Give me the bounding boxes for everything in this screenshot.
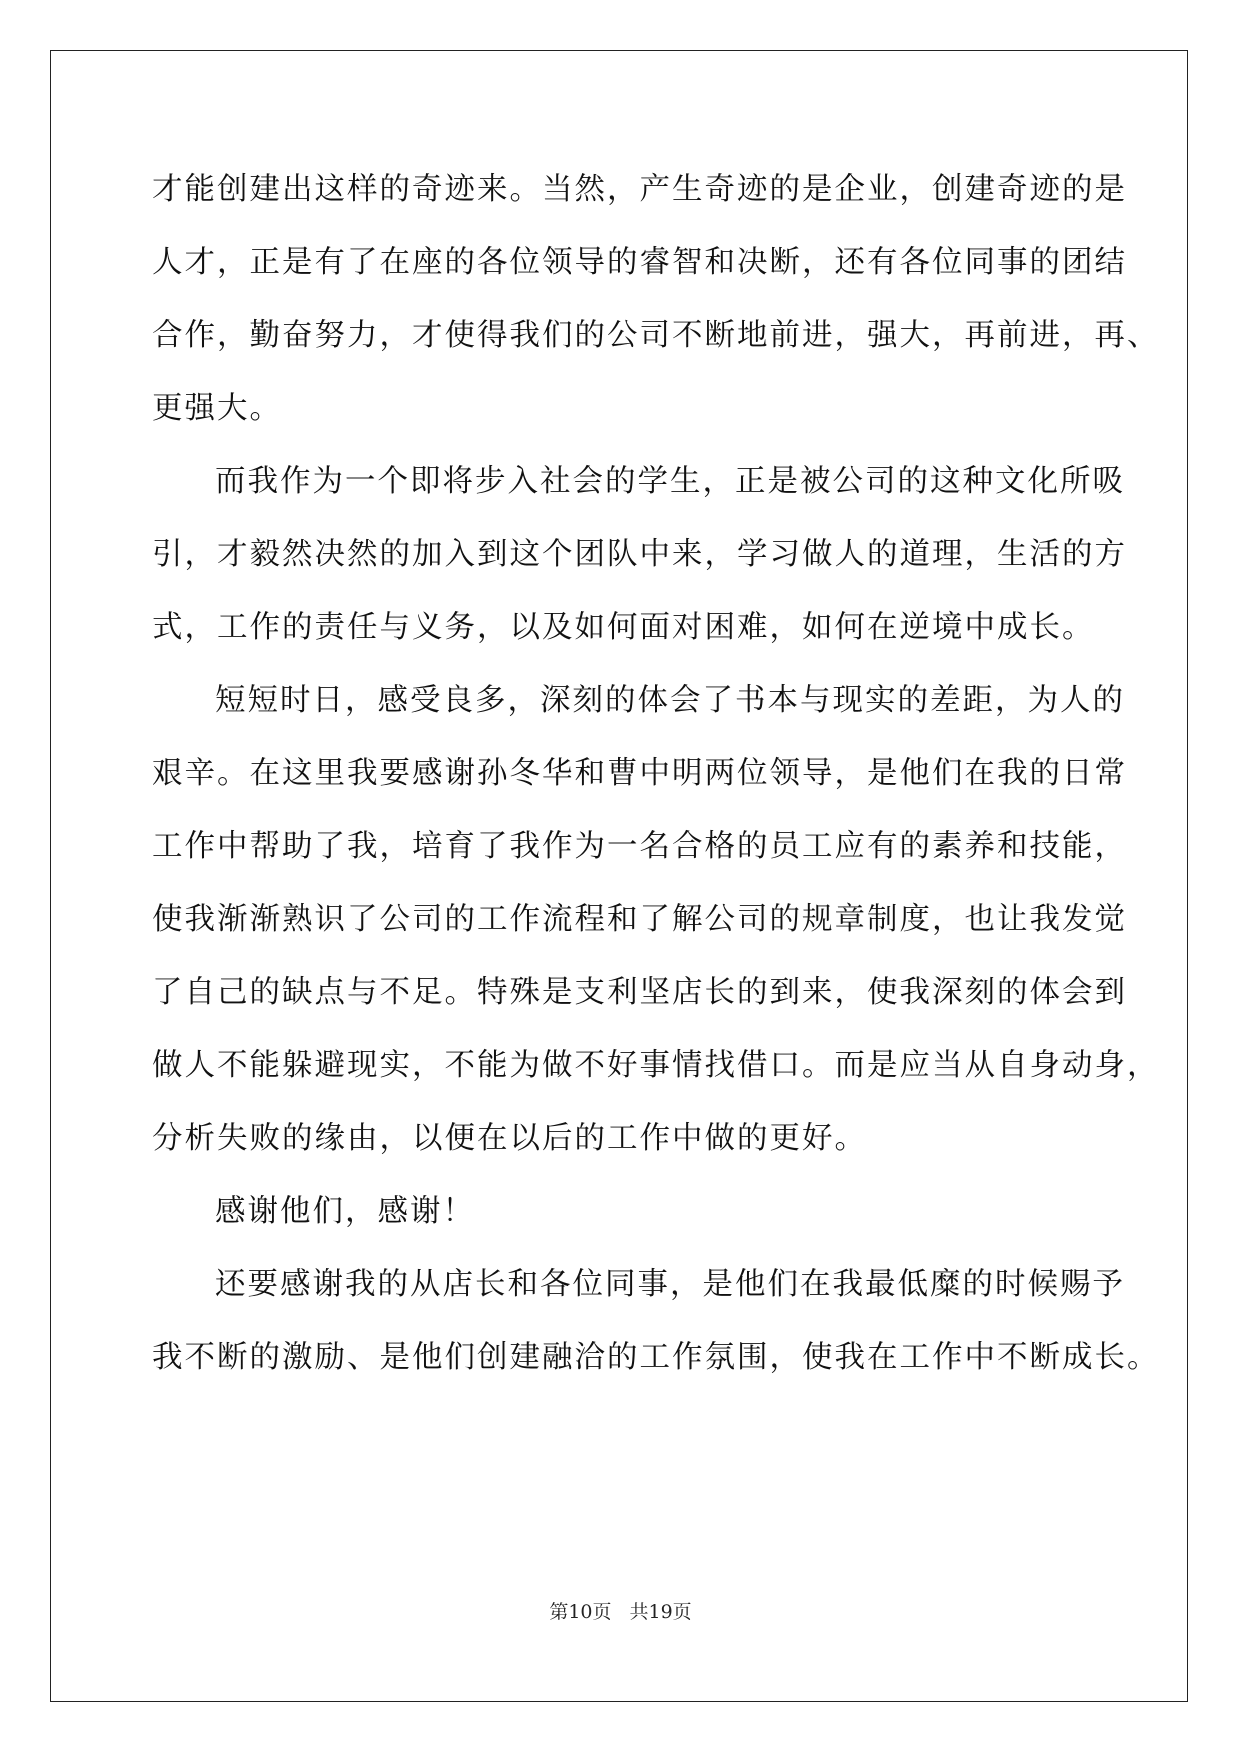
text-line: 了自己的缺点与不足。特殊是支利坚店长的到来，使我深刻的体会到 [152, 975, 1127, 1010]
text-line: 才能创建出这样的奇迹来。当然，产生奇迹的是企业，创建奇迹的是 [152, 172, 1127, 207]
page-border [50, 50, 1188, 1702]
text-line: 人才，正是有了在座的各位领导的睿智和决断，还有各位同事的团结 [152, 245, 1127, 280]
text-line: 式，工作的责任与义务，以及如何面对困难，如何在逆境中成长。 [152, 610, 1095, 645]
text-line: 我不断的激励、是他们创建融洽的工作氛围，使我在工作中不断成长。 [152, 1340, 1160, 1375]
text-line: 工作中帮助了我，培育了我作为一名合格的员工应有的素养和技能， [152, 829, 1127, 864]
paragraph-first-line: 而我作为一个即将步入社会的学生，正是被公司的这种文化所吸 [215, 464, 1125, 499]
text-line: 使我渐渐熟识了公司的工作流程和了解公司的规章制度，也让我发觉 [152, 902, 1127, 937]
paragraph-first-line: 还要感谢我的从店长和各位同事，是他们在我最低糜的时候赐予 [215, 1267, 1125, 1302]
text-line: 引，才毅然决然的加入到这个团队中来，学习做人的道理，生活的方 [152, 537, 1127, 572]
page-footer [0, 1600, 1241, 1624]
text-line: 更强大。 [152, 391, 282, 426]
paragraph-first-line: 短短时日，感受良多，深刻的体会了书本与现实的差距，为人的 [215, 683, 1125, 718]
text-line: 合作，勤奋努力，才使得我们的公司不断地前进，强大，再前进，再、 [152, 318, 1160, 353]
paragraph-first-line: 感谢他们，感谢！ [215, 1194, 475, 1229]
text-line: 做人不能躲避现实，不能为做不好事情找借口。而是应当从自身动身， [152, 1048, 1160, 1083]
text-line: 分析失败的缘由，以便在以后的工作中做的更好。 [152, 1121, 867, 1156]
text-line: 艰辛。在这里我要感谢孙冬华和曹中明两位领导，是他们在我的日常 [152, 756, 1127, 791]
page-number: 第10页 [549, 1601, 612, 1623]
page-total: 共19页 [629, 1601, 692, 1623]
